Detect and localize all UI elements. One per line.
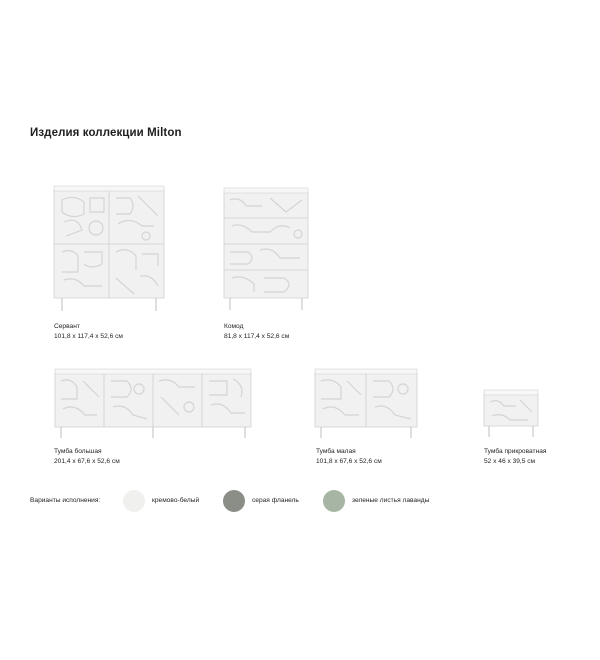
small-cabinet-image [315,369,419,439]
swatch-lavender-leaf-green [323,490,345,512]
product-name: Сервант [54,323,80,330]
swatch-label: серая фланель [252,497,299,504]
product-dimensions: 101,8 x 67,6 x 52,6 см [316,458,382,465]
product-name: Комод [224,323,244,330]
product-name: Тумба большая [54,448,102,455]
variants-label: Варианты исполнения: [30,497,101,504]
swatch-label: кремово-белый [152,497,200,504]
bedside-table-caption [484,447,546,467]
chest-of-drawers-image [224,188,310,312]
large-cabinet-caption [54,447,120,467]
large-cabinet-image [55,369,253,439]
product-dimensions: 101,8 x 117,4 x 52,6 см [54,333,123,340]
product-dimensions: 201,4 x 67,6 x 52,6 см [54,458,120,465]
small-cabinet-caption [316,447,382,467]
swatch-grey-flannel [223,490,245,512]
product-name: Тумба малая [316,448,356,455]
chest-caption [224,322,289,342]
bedside-table-image [484,390,540,438]
product-dimensions: 52 x 46 x 39,5 см [484,458,536,465]
finish-variants [30,490,590,514]
sideboard-image [54,186,166,312]
product-dimensions: 81,8 x 117,4 x 52,6 см [224,333,290,340]
page-title: Изделия коллекции Milton [30,127,182,139]
product-name: Тумба прикроватная [484,448,547,455]
swatch-label: зеленые листья лаванды [352,497,430,504]
swatch-cream-white [123,490,145,512]
sideboard-caption [54,322,123,342]
